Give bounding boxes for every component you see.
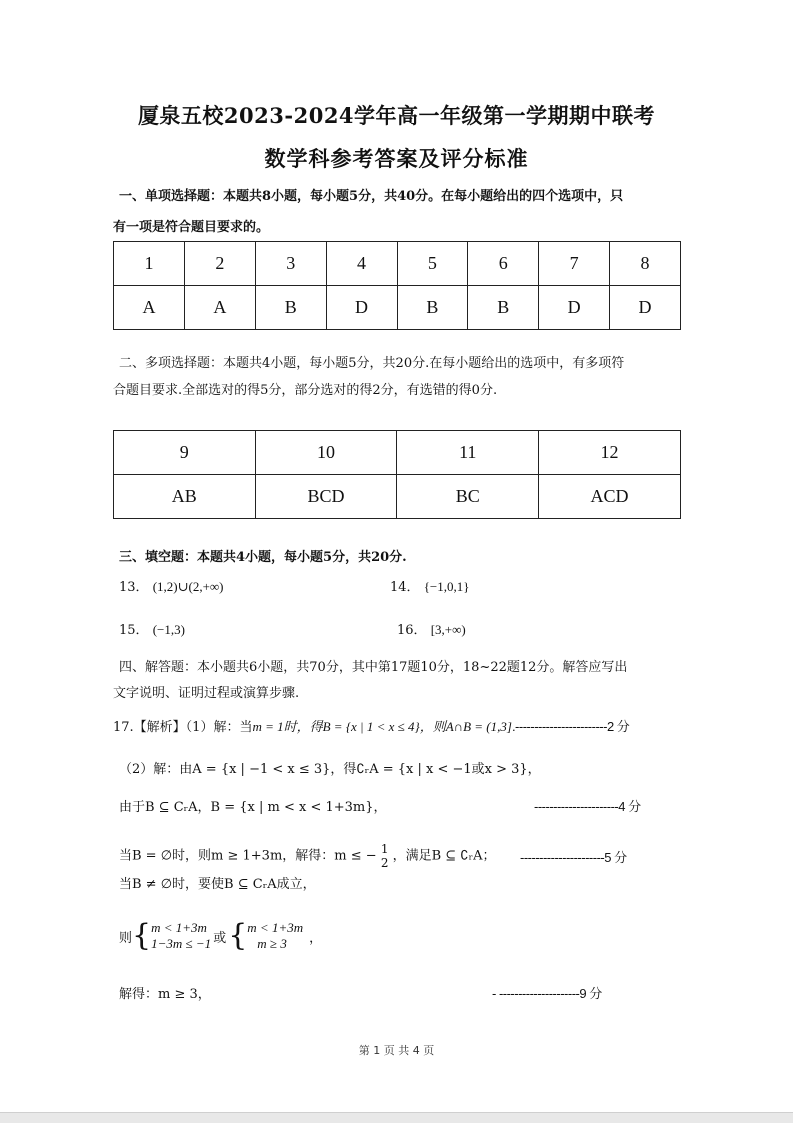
score-marker: ----------------------4 分 bbox=[534, 799, 641, 814]
question-number: 9 bbox=[114, 431, 256, 475]
answer-cell: B bbox=[397, 286, 468, 330]
section2-intro-line2: 合题目要求.全部选对的得5分，部分选对的得2分，有选错的得0分. bbox=[113, 383, 498, 398]
section1-intro-line2: 有一项是符合题目要求的。 bbox=[113, 220, 270, 235]
question-number: 2 bbox=[184, 242, 255, 286]
q17-line5: 当B ≠ ∅时，要使B ⊆ CᵣA成立， bbox=[119, 877, 316, 892]
q17-line4 bbox=[119, 842, 495, 870]
or-text: 或 bbox=[213, 930, 227, 946]
item-answer: (1,2)∪(2,+∞) bbox=[152, 579, 224, 594]
question-number: 4 bbox=[326, 242, 397, 286]
answer-row bbox=[114, 475, 681, 519]
fill-item-16 bbox=[397, 619, 466, 638]
item-number: 15． bbox=[119, 623, 149, 638]
question-number: 8 bbox=[610, 242, 681, 286]
q17-line6 bbox=[119, 920, 322, 952]
inequality-system-2 bbox=[247, 920, 303, 952]
answer-cell: BC bbox=[397, 475, 539, 519]
q17-line6-suffix: ， bbox=[309, 930, 323, 946]
item-number: 14． bbox=[390, 580, 420, 595]
question-number: 3 bbox=[255, 242, 326, 286]
inequality-system-1 bbox=[151, 920, 211, 952]
question-number: 10 bbox=[255, 431, 397, 475]
question-number: 12 bbox=[539, 431, 681, 475]
fill-item-13 bbox=[119, 576, 224, 595]
section4-intro-line2: 文字说明、证明过程或演算步骤. bbox=[113, 686, 300, 701]
question-number: 1 bbox=[114, 242, 185, 286]
left-brace-icon: { bbox=[228, 918, 248, 953]
q17-line3: 由于B ⊆ CᵣA，B = {x | m < x < 1+3m}， bbox=[119, 800, 387, 815]
section2-intro-line1: 二、多项选择题：本题共4小题，每小题5分，共20分.在每小题给出的选项中，有多项符 bbox=[119, 356, 625, 371]
fill-item-15 bbox=[119, 619, 185, 638]
answer-cell: B bbox=[468, 286, 539, 330]
answer-cell: B bbox=[255, 286, 326, 330]
item-answer: {−1,0,1} bbox=[423, 579, 470, 594]
viewer-bottom-bar bbox=[0, 1112, 793, 1123]
answer-cell: A bbox=[114, 286, 185, 330]
single-choice-answer-table bbox=[113, 241, 681, 330]
q17-line4-b: ，满足B ⊆ ∁ᵣA； bbox=[392, 848, 496, 864]
q17-part1-math: m = 1时，得B = {x | 1 < x ≤ 4}，则A∩B = (1,3] bbox=[252, 719, 512, 734]
fraction bbox=[381, 842, 389, 870]
score-marker: - ---------------------9 分 bbox=[492, 986, 602, 1001]
left-brace-icon: { bbox=[132, 918, 152, 953]
section3-intro: 三、填空题：本题共4小题，每小题5分，共20分. bbox=[119, 550, 407, 565]
q17-label: 17.【解析】（1）解：当 bbox=[113, 720, 253, 735]
answer-cell: D bbox=[539, 286, 610, 330]
answer-cell: A bbox=[184, 286, 255, 330]
answer-cell: D bbox=[610, 286, 681, 330]
system-row: 1−3m ≤ −1 bbox=[151, 936, 212, 951]
multi-choice-answer-table bbox=[113, 430, 681, 519]
question-number-row bbox=[114, 242, 681, 286]
item-answer: (−1,3) bbox=[152, 622, 185, 637]
score-marker: .------------------------2 分 bbox=[511, 719, 630, 734]
question-number-row bbox=[114, 431, 681, 475]
section1-intro-line1: 一、单项选择题：本题共8小题，每小题5分，共40分。在每小题给出的四个选项中，只 bbox=[119, 189, 624, 204]
q17-line6-prefix: 则 bbox=[119, 930, 133, 946]
page-number-footer: 第 1 页 共 4 页 bbox=[358, 1044, 435, 1057]
question-number: 7 bbox=[539, 242, 610, 286]
answer-cell: ACD bbox=[539, 475, 681, 519]
document-title: 厦泉五校2023-2024学年高一年级第一学期期中联考 bbox=[137, 103, 656, 128]
item-number: 16． bbox=[397, 623, 427, 638]
section4-intro-line1: 四、解答题：本小题共6小题，共70分，其中第17题10分，18~22题12分。解答应写出 bbox=[119, 660, 628, 675]
system-row: m < 1+3m bbox=[151, 920, 207, 935]
document-subtitle: 数学科参考答案及评分标准 bbox=[264, 146, 529, 171]
q17-part1-line bbox=[113, 716, 629, 735]
system-row: m ≥ 3 bbox=[257, 936, 287, 951]
item-number: 13． bbox=[119, 580, 149, 595]
answer-cell: BCD bbox=[255, 475, 397, 519]
question-number: 11 bbox=[397, 431, 539, 475]
answer-row bbox=[114, 286, 681, 330]
q17-line7: 解得：m ≥ 3， bbox=[119, 987, 211, 1002]
score-marker: ----------------------5 分 bbox=[520, 850, 627, 865]
question-number: 6 bbox=[468, 242, 539, 286]
answer-cell: AB bbox=[114, 475, 256, 519]
system-row: m < 1+3m bbox=[247, 920, 304, 935]
item-answer: [3,+∞) bbox=[430, 622, 466, 637]
fill-item-14 bbox=[390, 576, 470, 595]
q17-line4-a: 当B = ∅时，则m ≥ 1+3m，解得：m ≤ − bbox=[119, 848, 377, 864]
q17-part2-line: （2）解：由A = {x | −1 < x ≤ 3}，得∁ᵣA = {x | x < −1或x > 3}， bbox=[119, 762, 541, 777]
answer-cell: D bbox=[326, 286, 397, 330]
fraction-numerator: 1 bbox=[380, 842, 389, 856]
fraction-denominator: 2 bbox=[380, 856, 389, 870]
question-number: 5 bbox=[397, 242, 468, 286]
